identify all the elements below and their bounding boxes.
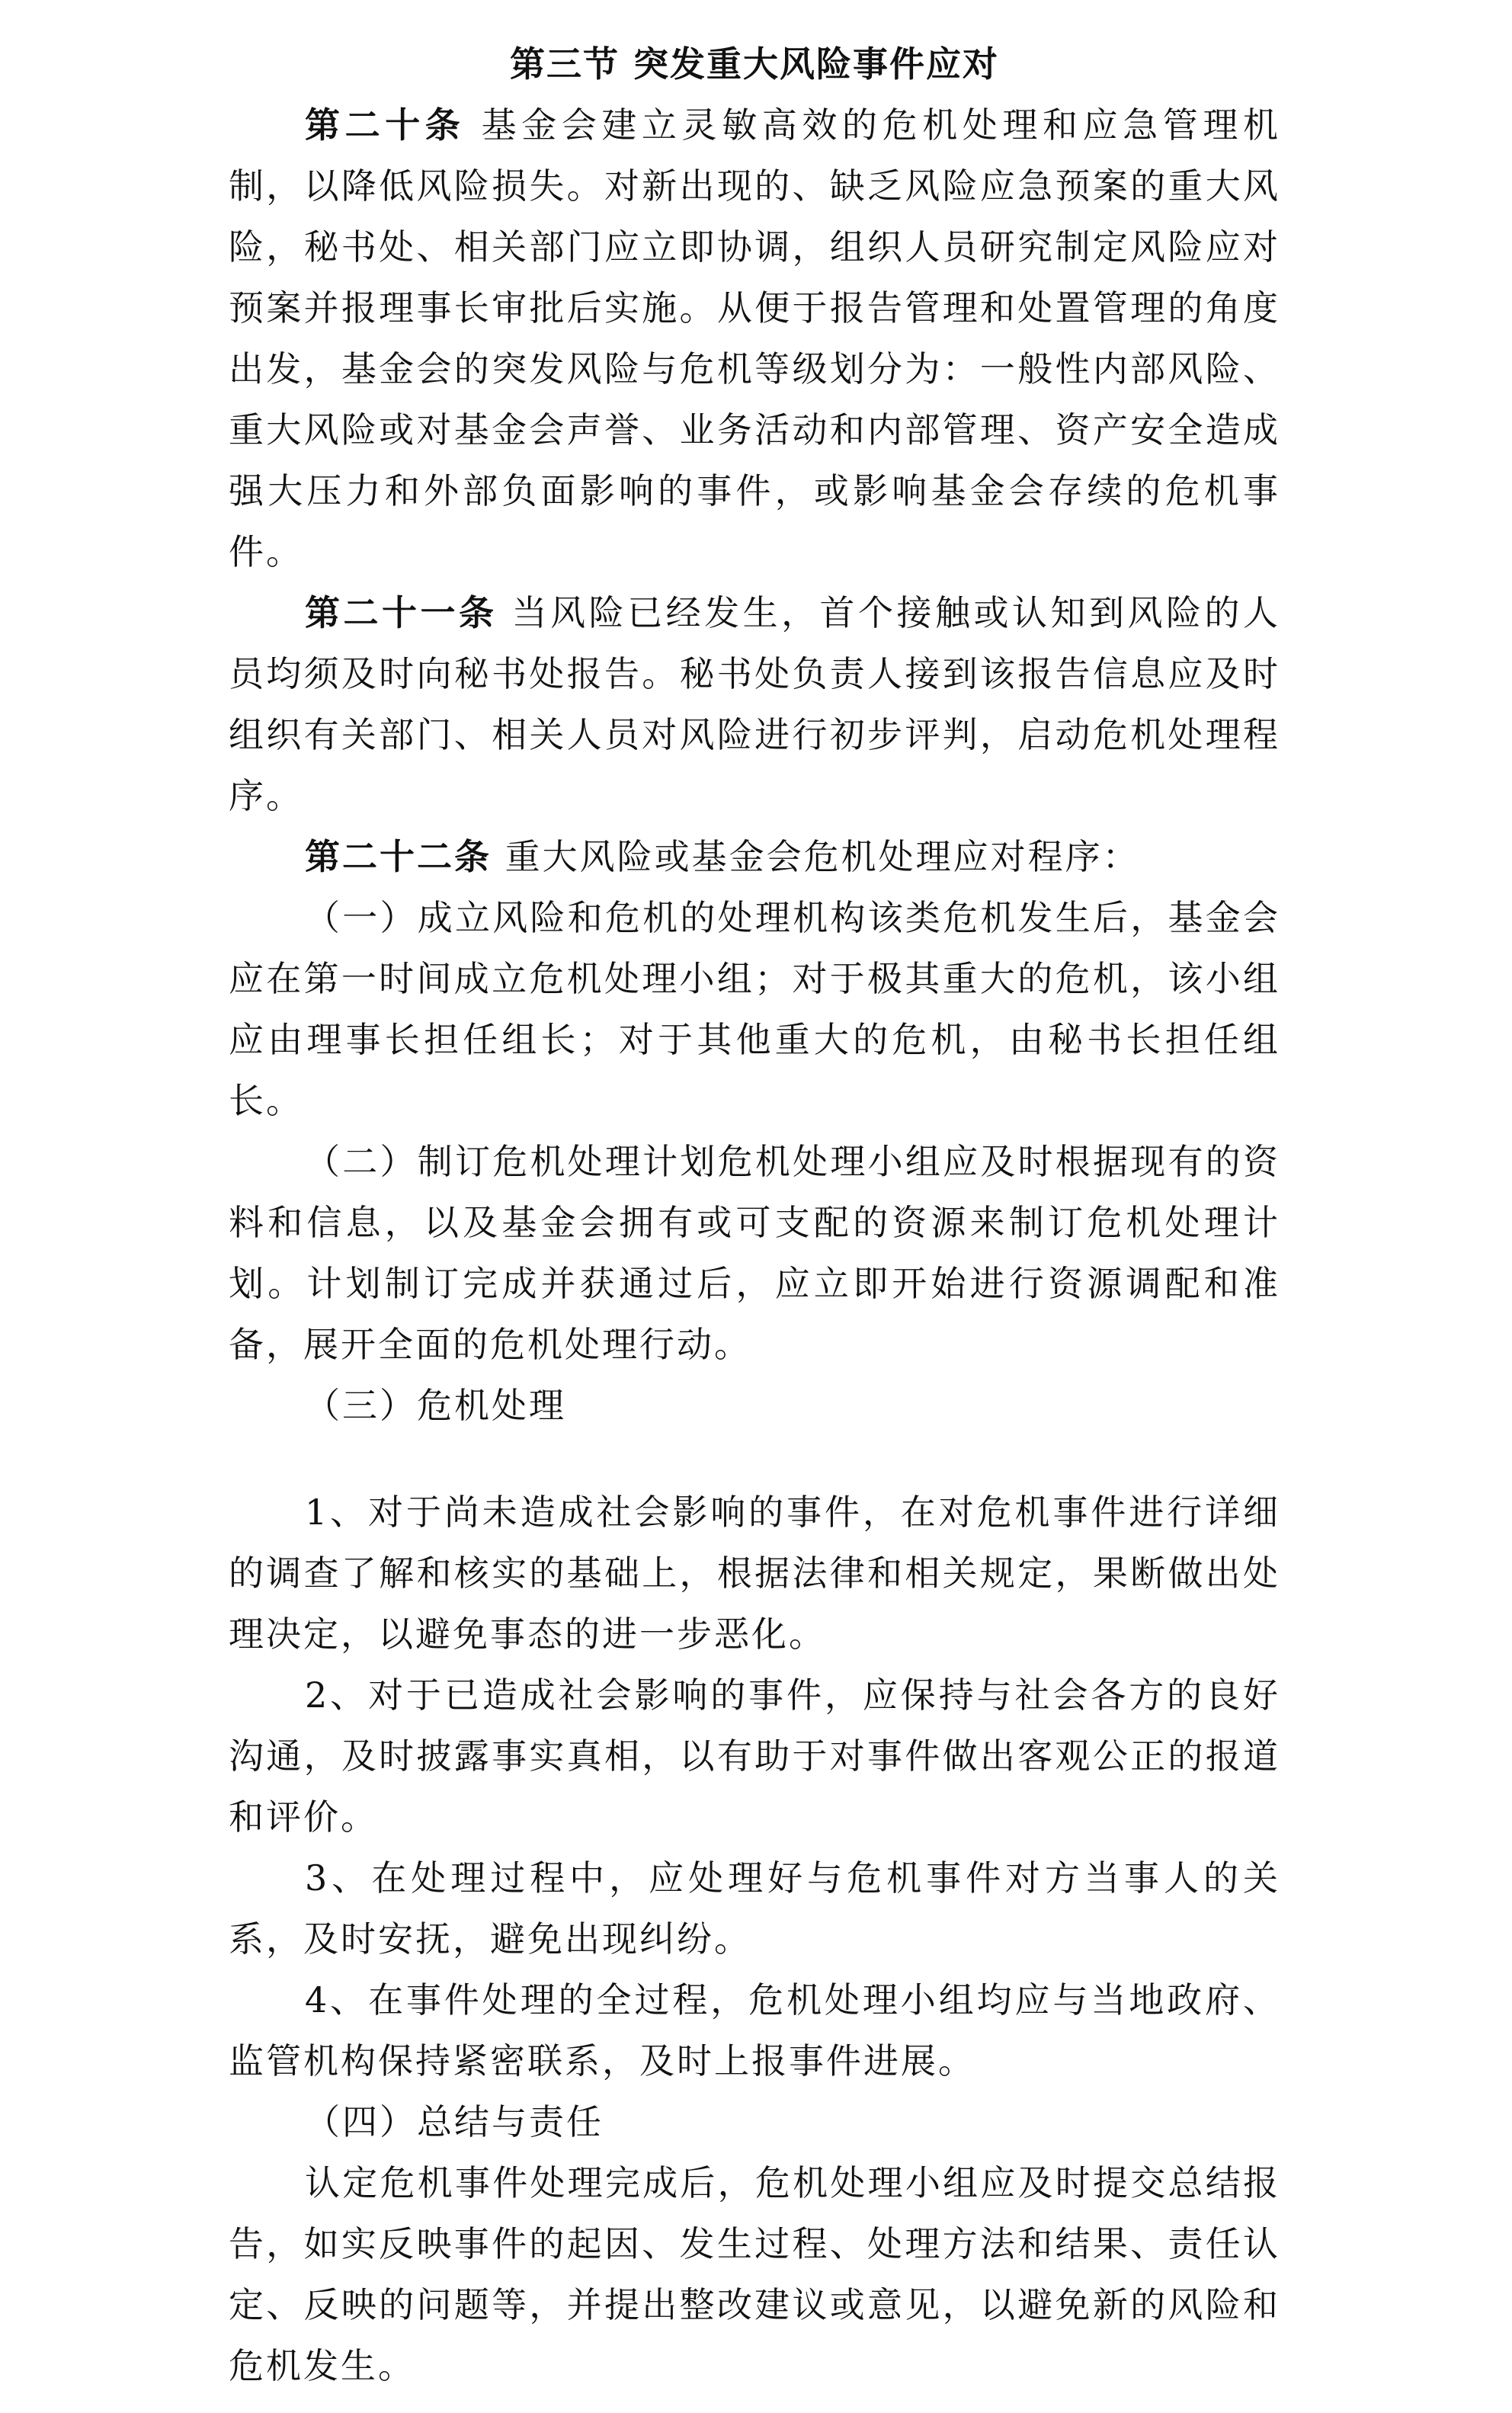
blank-spacer bbox=[229, 1436, 1280, 1482]
article-22 bbox=[229, 826, 1280, 887]
item-4-summary-responsibility: （四）总结与责任 bbox=[305, 2101, 604, 2142]
article-22-heading: 第二十二条 bbox=[305, 836, 492, 877]
sub-item-1: 1、对于尚未造成社会影响的事件，在对危机事件进行详细的调查了解和核实的基础上，根据法律和相关规定，果断做出处理决定，以避免事态的进一步恶化。 bbox=[229, 1492, 1280, 1655]
summary-paragraph: 认定危机事件处理完成后，危机处理小组应及时提交总结报告，如实反映事件的起因、发生过程、处理方法和结果、责任认定、反映的问题等，并提出整改建议或意见，以避免新的风险和危机发生。 bbox=[229, 2162, 1280, 2386]
article-20-text: 基金会建立灵敏高效的危机处理和应急管理机制，以降低风险损失。对新出现的、缺乏风险应急预案的重大风险，秘书处、相关部门应立即协调，组织人员研究制定风险应对预案并报理事长审批后实施。从便于报告管理和处置管理的角度出发，基金会的突发风险与危机等级划分为：一般性内部风险、重大风险或对基金会声誉、业务活动和内部管理、资产安全造成强大压力和外部负面影响的事件，或影响基金会存续的危机事件。 bbox=[229, 104, 1281, 572]
item-2-response-plan: （二）制订危机处理计划危机处理小组应及时根据现有的资料和信息，以及基金会拥有或可支配的资源来制订危机处理计划。计划制订完成并获通过后，应立即开始进行资源调配和准备，展开全面的危机处理行动。 bbox=[229, 1141, 1280, 1365]
article-21 bbox=[229, 582, 1280, 826]
section-title: 第三节 突发重大风险事件应对 bbox=[509, 43, 999, 85]
article-21-text: 当风险已经发生，首个接触或认知到风险的人员均须及时向秘书处报告。秘书处负责人接到该报告信息应及时组织有关部门、相关人员对风险进行初步评判，启动危机处理程序。 bbox=[229, 592, 1281, 816]
sub-item-2: 2、对于已造成社会影响的事件，应保持与社会各方的良好沟通，及时披露事实真相，以有助于对事件做出客观公正的报道和评价。 bbox=[229, 1674, 1280, 1838]
article-20 bbox=[229, 95, 1280, 582]
article-22-text: 重大风险或基金会危机处理应对程序： bbox=[492, 836, 1140, 877]
document-page bbox=[229, 34, 1280, 2396]
sub-item-4: 4、在事件处理的全过程，危机处理小组均应与当地政府、监管机构保持紧密联系，及时上报事件进展。 bbox=[229, 1979, 1280, 2081]
article-20-heading: 第二十条 bbox=[305, 104, 466, 146]
article-21-heading: 第二十一条 bbox=[305, 592, 498, 633]
item-1-establish-team: （一）成立风险和危机的处理机构该类危机发生后，基金会应在第一时间成立危机处理小组；对于极其重大的危机，该小组应由理事长担任组长；对于其他重大的危机，由秘书长担任组长。 bbox=[229, 897, 1280, 1121]
item-3-crisis-handling: （三）危机处理 bbox=[305, 1385, 566, 1426]
sub-item-3: 3、在处理过程中，应处理好与危机事件对方当事人的关系，及时安抚，避免出现纠纷。 bbox=[229, 1857, 1280, 1960]
